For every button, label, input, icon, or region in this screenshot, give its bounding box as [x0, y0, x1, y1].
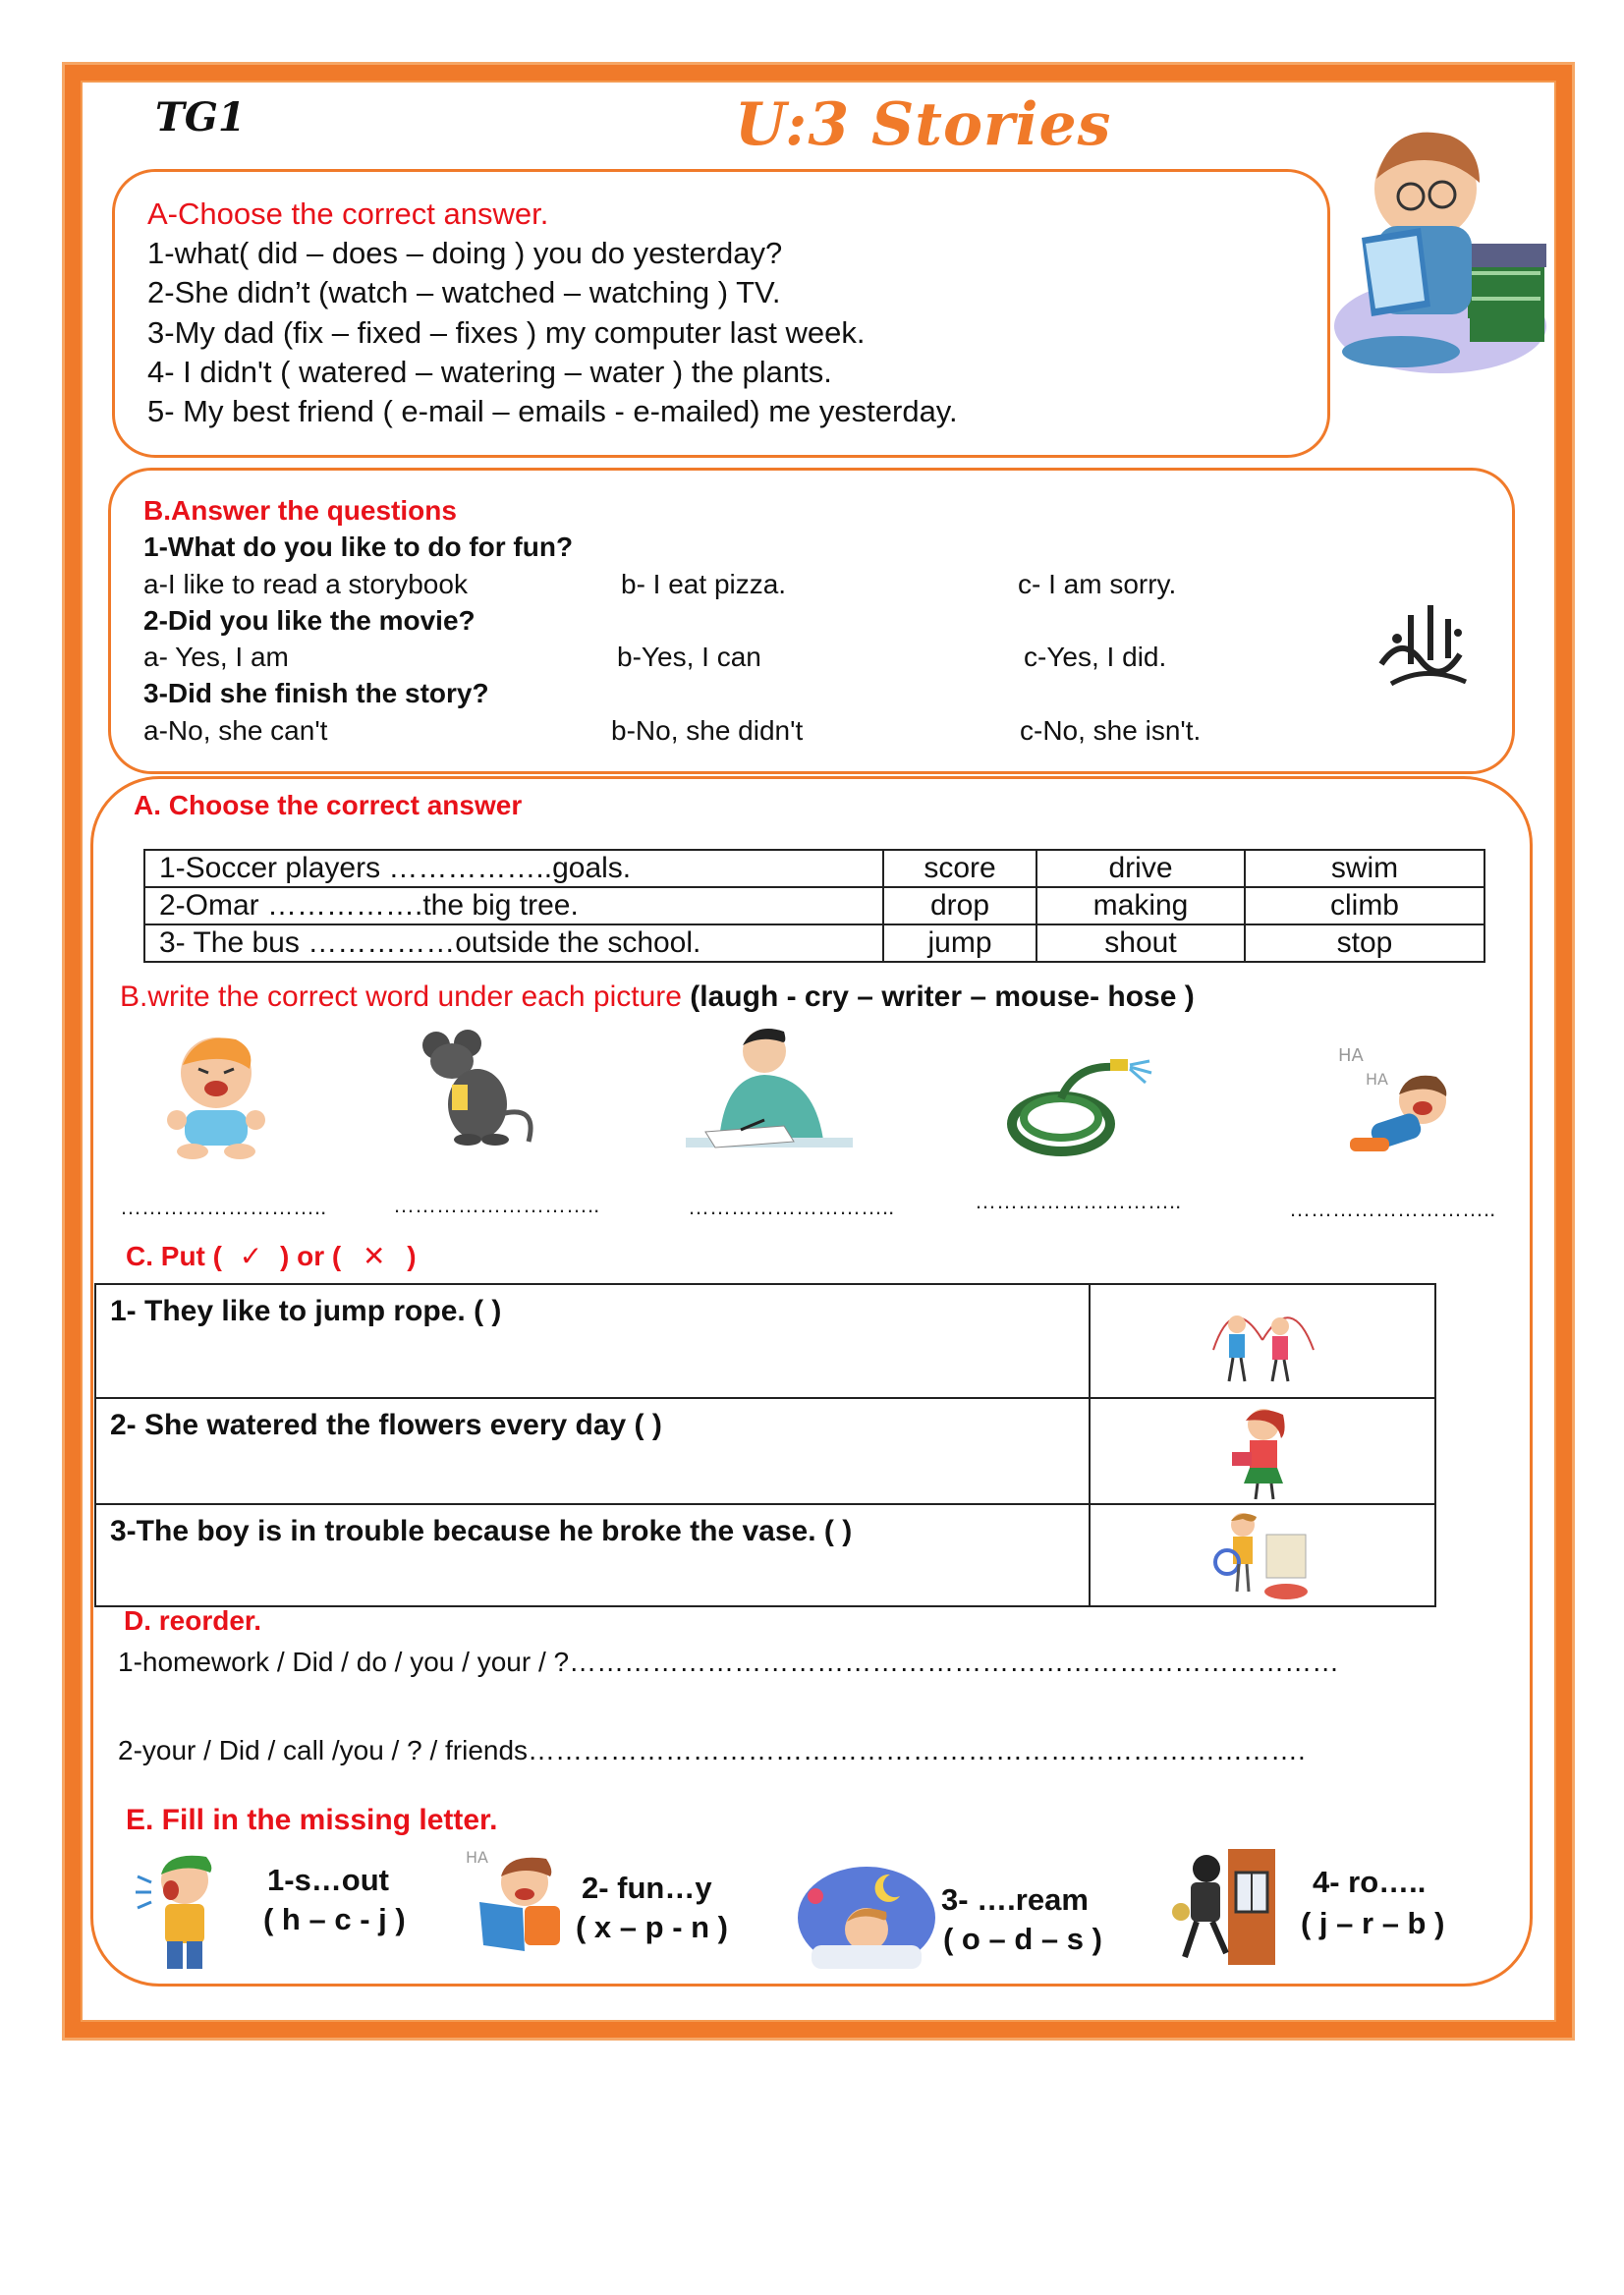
page-title: U:3 Stories	[735, 90, 1112, 159]
section-b-q1: 1-What do you like to do for fun?	[143, 532, 574, 562]
section-b-q2-c: c-Yes, I did.	[1024, 642, 1167, 672]
section-e-heading: E. Fill in the missing letter.	[126, 1804, 498, 1836]
jump-rope-image-cell	[1090, 1284, 1435, 1398]
answer-blank-4[interactable]: ………………………..	[975, 1189, 1182, 1213]
table-row	[95, 1504, 1435, 1606]
fill-options-4: ( j – r – b )	[1301, 1906, 1445, 1940]
option-cell: drop	[883, 887, 1036, 924]
robber-image	[1171, 1843, 1279, 1971]
section-b2-word-bank: (laugh - cry – writer – mouse- hose )	[690, 980, 1195, 1013]
laughing-boy-image	[1332, 1036, 1460, 1163]
table-row	[144, 924, 1484, 962]
fill-word-2: 2- fun…y	[582, 1871, 712, 1905]
fill-word-4: 4- ro…..	[1313, 1865, 1427, 1899]
table-row	[95, 1284, 1435, 1398]
section-b-q3-c: c-No, she isn't.	[1020, 715, 1202, 746]
section-b-q1-c: c- I am sorry.	[1018, 569, 1177, 599]
section-a-item-5: 5- My best friend ( e-mail – emails - e-mailed) me yesterday.	[147, 394, 958, 428]
answer-blank-3[interactable]: ………………………..	[688, 1195, 895, 1219]
section-a-item-4: 4- I didn't ( watered – watering – water ) the plants.	[147, 355, 832, 389]
sentence-cell: 1-Soccer players ……………..goals.	[144, 850, 883, 887]
sentence-cell: 3- The bus ……………outside the school.	[144, 924, 883, 962]
girl-flowers-image	[1218, 1403, 1307, 1501]
section-a-item-2: 2-She didn’t (watch – watched – watching ) TV.	[147, 275, 781, 309]
section-c-heading	[126, 1240, 417, 1272]
section-a-heading: A-Choose the correct answer.	[147, 196, 549, 231]
worksheet-code: TG1	[155, 94, 246, 140]
broken-vase-image-cell	[1090, 1504, 1435, 1606]
dreaming-boy-image	[792, 1857, 939, 1975]
table-row	[95, 1398, 1435, 1504]
cross-icon: ✕	[363, 1240, 386, 1272]
option-cell: climb	[1245, 887, 1484, 924]
section-b-q1-a: a-I like to read a storybook	[143, 569, 468, 599]
section-b2-heading: B.write the correct word under each picture	[120, 980, 682, 1013]
section-b-q2: 2-Did you like the movie?	[143, 605, 476, 636]
fill-options-2: ( x – p - n )	[576, 1910, 728, 1944]
section-b2-heading-line	[120, 980, 1195, 1014]
option-cell: stop	[1245, 924, 1484, 962]
statement-cell: 1- They like to jump rope. ( )	[95, 1284, 1090, 1398]
section-b-heading: B.Answer the questions	[143, 495, 457, 526]
sentence-cell: 2-Omar …………….the big tree.	[144, 887, 883, 924]
section-b-q1-b: b- I eat pizza.	[621, 569, 787, 599]
section-c-heading-prefix: C. Put (	[126, 1241, 222, 1271]
section-a2-heading: A. Choose the correct answer	[134, 790, 523, 820]
option-cell: score	[883, 850, 1036, 887]
section-c-heading-end: )	[407, 1241, 417, 1271]
svg-text:HA: HA	[1366, 1070, 1388, 1089]
option-cell: drive	[1036, 850, 1245, 887]
section-b-q2-b: b-Yes, I can	[617, 642, 761, 672]
fill-options-1: ( h – c - j )	[263, 1902, 406, 1936]
reorder-item-2: 2-your / Did / call /you / ? / friends………………………………………………………………………….	[118, 1735, 1306, 1765]
statement-cell: 2- She watered the flowers every day ( )	[95, 1398, 1090, 1504]
option-cell: making	[1036, 887, 1245, 924]
option-cell: jump	[883, 924, 1036, 962]
section-a-item-1: 1-what( did – does – doing ) you do yesterday?	[147, 236, 783, 270]
section-b-q3-b: b-No, she didn't	[611, 715, 804, 746]
girl-flowers-image-cell	[1090, 1398, 1435, 1504]
answer-blank-2[interactable]: ………………………..	[393, 1193, 600, 1217]
section-b-q2-a: a- Yes, I am	[143, 642, 289, 672]
reorder-item-1: 1-homework / Did / do / you / your / ?…………………………………………………………………………	[118, 1647, 1340, 1677]
answer-blank-1[interactable]: ………………………..	[120, 1195, 327, 1219]
broken-vase-image	[1213, 1507, 1312, 1605]
calligraphy-image	[1372, 595, 1480, 703]
shouting-boy-image	[128, 1847, 236, 1975]
reading-funny-book-image	[464, 1843, 572, 1961]
statement-cell: 3-The boy is in trouble because he broke the vase. ( )	[95, 1504, 1090, 1606]
section-a-item-3: 3-My dad (fix – fixed – fixes ) my computer last week.	[147, 315, 866, 350]
tick-icon: ✓	[239, 1240, 263, 1272]
section-b-q3-a: a-No, she can't	[143, 715, 328, 746]
writer-image	[686, 1022, 853, 1165]
svg-text:HA: HA	[466, 1848, 488, 1867]
choose-answer-table	[143, 849, 1485, 963]
table-row	[144, 850, 1484, 887]
fill-options-3: ( o – d – s )	[943, 1922, 1102, 1956]
section-c-heading-mid: ) or (	[280, 1241, 342, 1271]
section-d-heading: D. reorder.	[124, 1605, 262, 1636]
reading-boy-illustration	[1332, 120, 1548, 377]
true-false-table	[94, 1283, 1436, 1607]
hose-image	[1006, 1045, 1153, 1163]
table-row	[144, 887, 1484, 924]
fill-word-1: 1-s…out	[267, 1863, 389, 1897]
fill-word-3: 3- ….ream	[941, 1882, 1089, 1917]
answer-blank-5[interactable]: ………………………..	[1289, 1197, 1496, 1221]
jump-rope-image	[1204, 1291, 1321, 1389]
option-cell: shout	[1036, 924, 1245, 962]
section-b-q3: 3-Did she finish the story?	[143, 678, 489, 708]
svg-text:HA: HA	[1338, 1045, 1364, 1066]
mouse-image	[413, 1026, 540, 1153]
crying-baby-image	[147, 1026, 285, 1163]
option-cell: swim	[1245, 850, 1484, 887]
